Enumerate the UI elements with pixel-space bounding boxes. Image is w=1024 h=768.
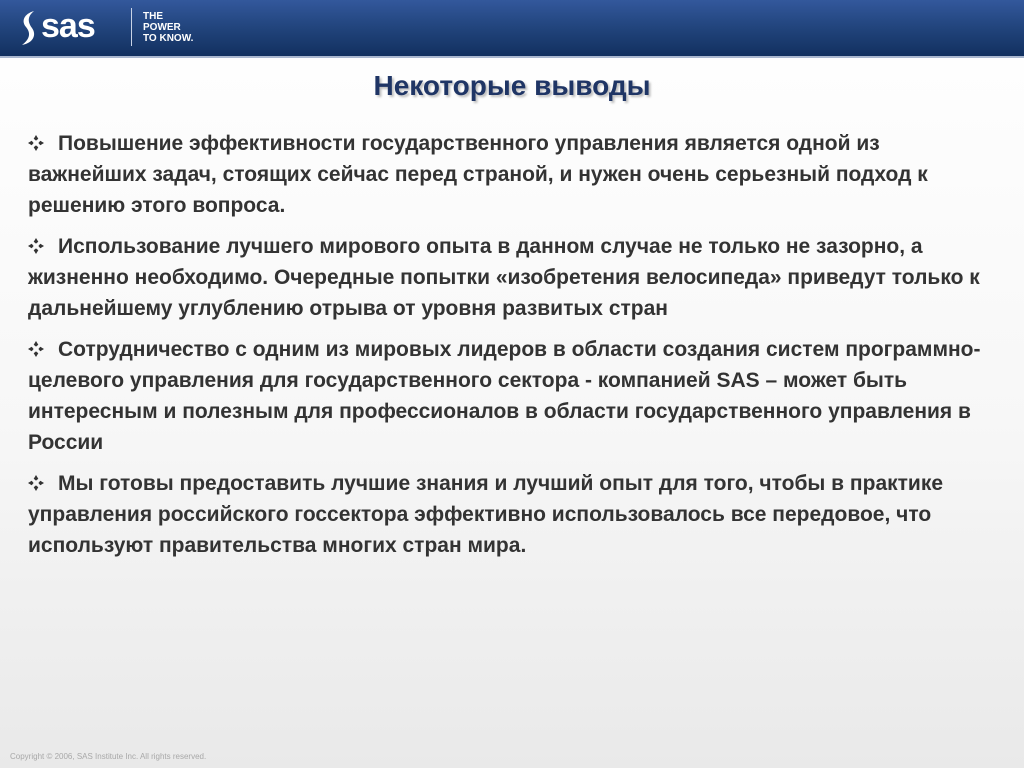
diamond-bullet-icon [28, 475, 44, 491]
bullet-text: Мы готовы предоставить лучшие знания и лучший опыт для того, чтобы в практике управления российского госсектора эффективно использовалось все передовое, что используют правительства многих стран мира. [28, 472, 944, 557]
diamond-bullet-icon [28, 238, 44, 254]
bullet-text: Повышение эффективности государственного управления является одной из важнейших задач, стоящих сейчас перед страной, и нужен очень серьезный подход к решению этого вопроса. [28, 132, 928, 217]
bullet-item-1 [28, 128, 998, 221]
tagline-line-1: THE [143, 11, 163, 22]
logo-divider [131, 8, 132, 46]
logo-wordmark: sas [41, 7, 95, 45]
bullet-text: Сотрудничество с одним из мировых лидеров в области создания систем программно-целевого управления для государственного сектора - компанией SAS – может быть интересным и полезным для профессионалов в области государственного управления в России [28, 338, 981, 454]
bullet-item-2 [28, 231, 998, 324]
tagline-line-3: TO KNOW. [143, 33, 194, 44]
tagline-line-2: POWER [143, 22, 181, 33]
tagline [143, 11, 193, 44]
sas-swirl-icon [18, 8, 40, 48]
header-bar [0, 0, 1024, 58]
copyright-footer: Copyright © 2006, SAS Institute Inc. All rights reserved. [10, 752, 207, 761]
slide-title: Некоторые выводы [373, 70, 651, 101]
diamond-bullet-icon [28, 135, 44, 151]
bullet-text: Использование лучшего мирового опыта в данном случае не только не зазорно, а жизненно необходимо. Очередные попытки «изобретения велосипеда» приведут только к дальнейшему углублению отрыва от уровня развитых стран [28, 235, 980, 320]
sas-logo [18, 5, 40, 51]
bullet-item-3 [28, 334, 998, 458]
bullet-item-4 [28, 468, 998, 561]
diamond-bullet-icon [28, 341, 44, 357]
bullet-list [28, 128, 998, 571]
